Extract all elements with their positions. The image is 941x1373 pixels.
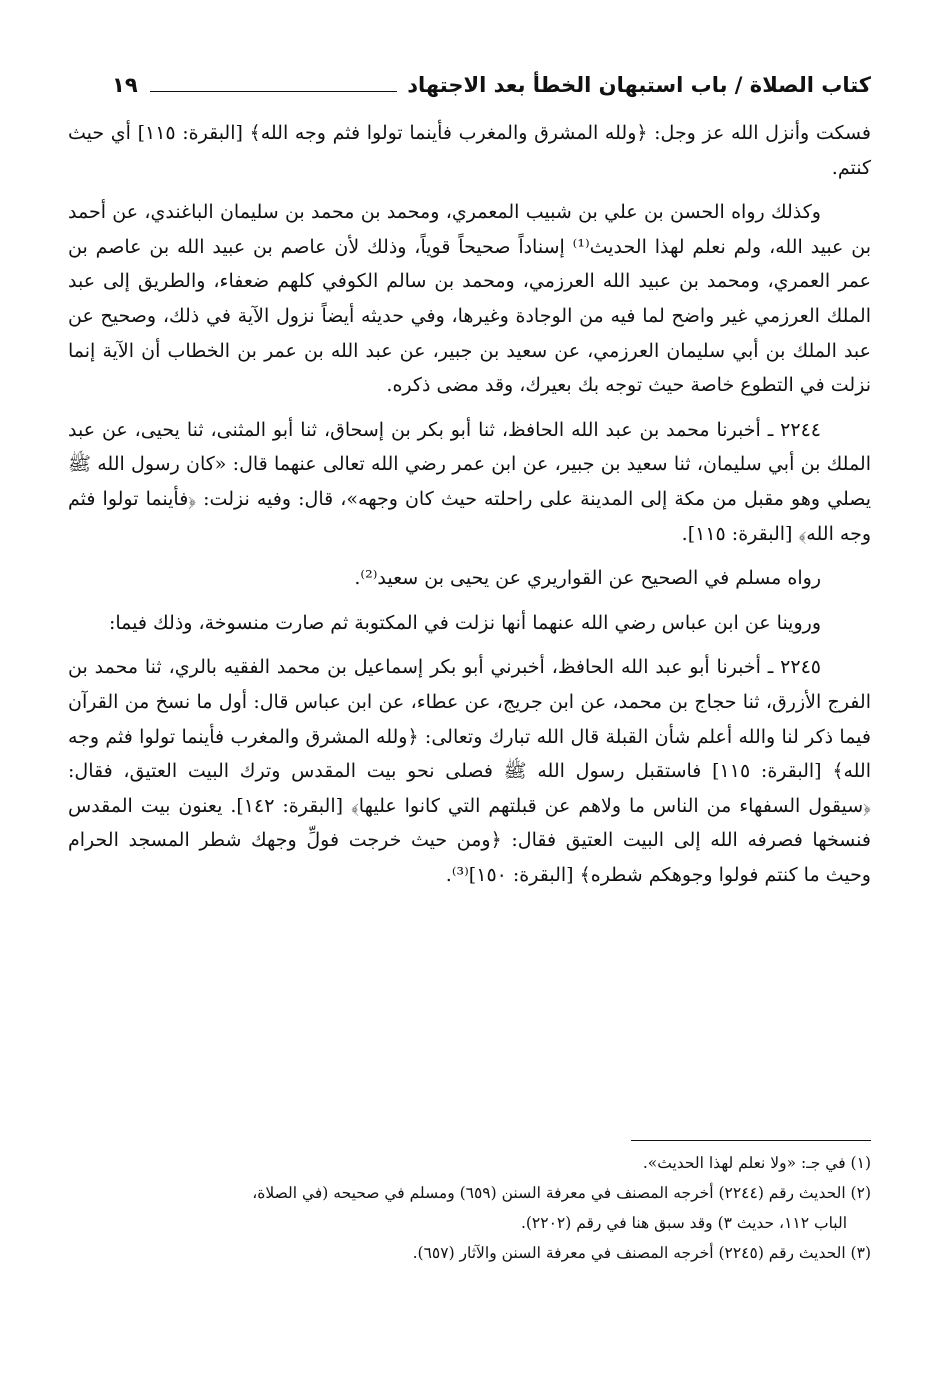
hadith-2244: ٢٢٤٤ ـ أخبرنا محمد بن عبد الله الحافظ، ثنا أبو بكر بن إسحاق، ثنا أبو المثنى، ثنا يحيى، عن عبد الملك بن أبي سليمان، ثنا سعيد بن جبير، عن ابن عمر رضي الله تعالى عنهما قال: «كان رسول الله ﷺ يصلي وهو مقبل من مكة إلى المدينة على راحلته حيث كان وجهه»، قال: وفيه نزلت: ﴿فأينما تولوا فثم وجه الله﴾ [البقرة: ١١٥]. <box>68 418 871 545</box>
running-title: كتاب الصلاة / باب استبهان الخطأ بعد الاجتهاد <box>407 73 871 97</box>
footnote-3: (٣) الحديث رقم (٢٢٤٥) أخرجه المصنف في معرفة السنن والآثار (٦٥٧). <box>412 1244 871 1262</box>
paragraph-2: وكذلك رواه الحسن بن علي بن شبيب المعمري، ومحمد بن محمد بن سليمان الباغندي، عن أحمد بن عبيد الله، ولم نعلم لهذا الحديث⁽¹⁾ إسناداً صحيحاً قوياً، وذلك لأن عاصم بن عبيد الله بن عاصم بن عمر العمري، ومحمد بن عبيد الله العرزمي، ومحمد بن سالم الكوفي كلهم ضعفاء، والطريق إلى عبد الملك العرزمي غير واضح لما فيه من الوجادة وغيرها، وفي حديثه أيضاً نزول الآية في ذلك، وصحيح عن عبد الملك بن أبي سليمان العرزمي، عن سعيد بن جبير، عن عبد الله بن عمر بن الخطاب أن الآية إنما نزلت في التطوع خاصة حيث توجه بك بعيرك، وقد مضى ذكره. <box>68 201 871 397</box>
body-text <box>68 116 871 902</box>
page-number: ١٩ <box>112 73 138 97</box>
footnote-rule <box>631 1140 871 1141</box>
footnote-1: (١) في جـ: «ولا نعلم لهذا الحديث». <box>642 1154 871 1172</box>
running-header <box>112 60 871 100</box>
footnote-2: (٢) الحديث رقم (٢٢٤٤) أخرجه المصنف في معرفة السنن (٦٥٩) ومسلم في صحيحه (في الصلاة، <box>252 1184 871 1202</box>
paragraph-4: رواه مسلم في الصحيح عن القواريري عن يحيى بن سعيد⁽²⁾. <box>354 567 821 590</box>
header-rule <box>150 91 398 92</box>
hadith-2245: ٢٢٤٥ ـ أخبرنا أبو عبد الله الحافظ، أخبرني أبو بكر إسماعيل بن محمد الفقيه بالري، ثنا محمد بن الفرج الأزرق، ثنا حجاج بن محمد، عن ابن جريج، عن عطاء، عن ابن عباس قال: أول ما نسخ من القرآن فيما ذكر لنا والله أعلم شأن القبلة قال الله تبارك وتعالى: ﴿ولله المشرق والمغرب فأينما تولوا فثم وجه الله﴾ [البقرة: ١١٥] فاستقبل رسول الله ﷺ فصلى نحو بيت المقدس وترك البيت العتيق، فقال: ﴿سيقول السفهاء من الناس ما ولاهم عن قبلتهم التي كانوا عليها﴾ [البقرة: ١٤٢]. يعنون بيت المقدس فنسخها فصرفه الله إلى البيت العتيق فقال: ﴿ومن حيث خرجت فولِّ وجهك شطر المسجد الحرام وحيث ما كنتم فولوا وجوهكم شطره﴾ [البقرة: ١٥٠]⁽³⁾. <box>68 656 872 886</box>
paragraph-5: وروينا عن ابن عباس رضي الله عنهما أنها نزلت في المكتوبة ثم صارت منسوخة، وذلك فيما: <box>108 611 821 634</box>
footnotes <box>70 1148 871 1268</box>
paragraph-1: فسكت وأنزل الله عز وجل: ﴿ولله المشرق والمغرب فأينما تولوا فثم وجه الله﴾ [البقرة: ١١٥] أي حيث كنتم. <box>68 122 871 179</box>
footnote-2-continued: الباب ١١٢، حديث ٣) وقد سبق هنا في رقم (٢٢٠٢). <box>520 1214 847 1232</box>
